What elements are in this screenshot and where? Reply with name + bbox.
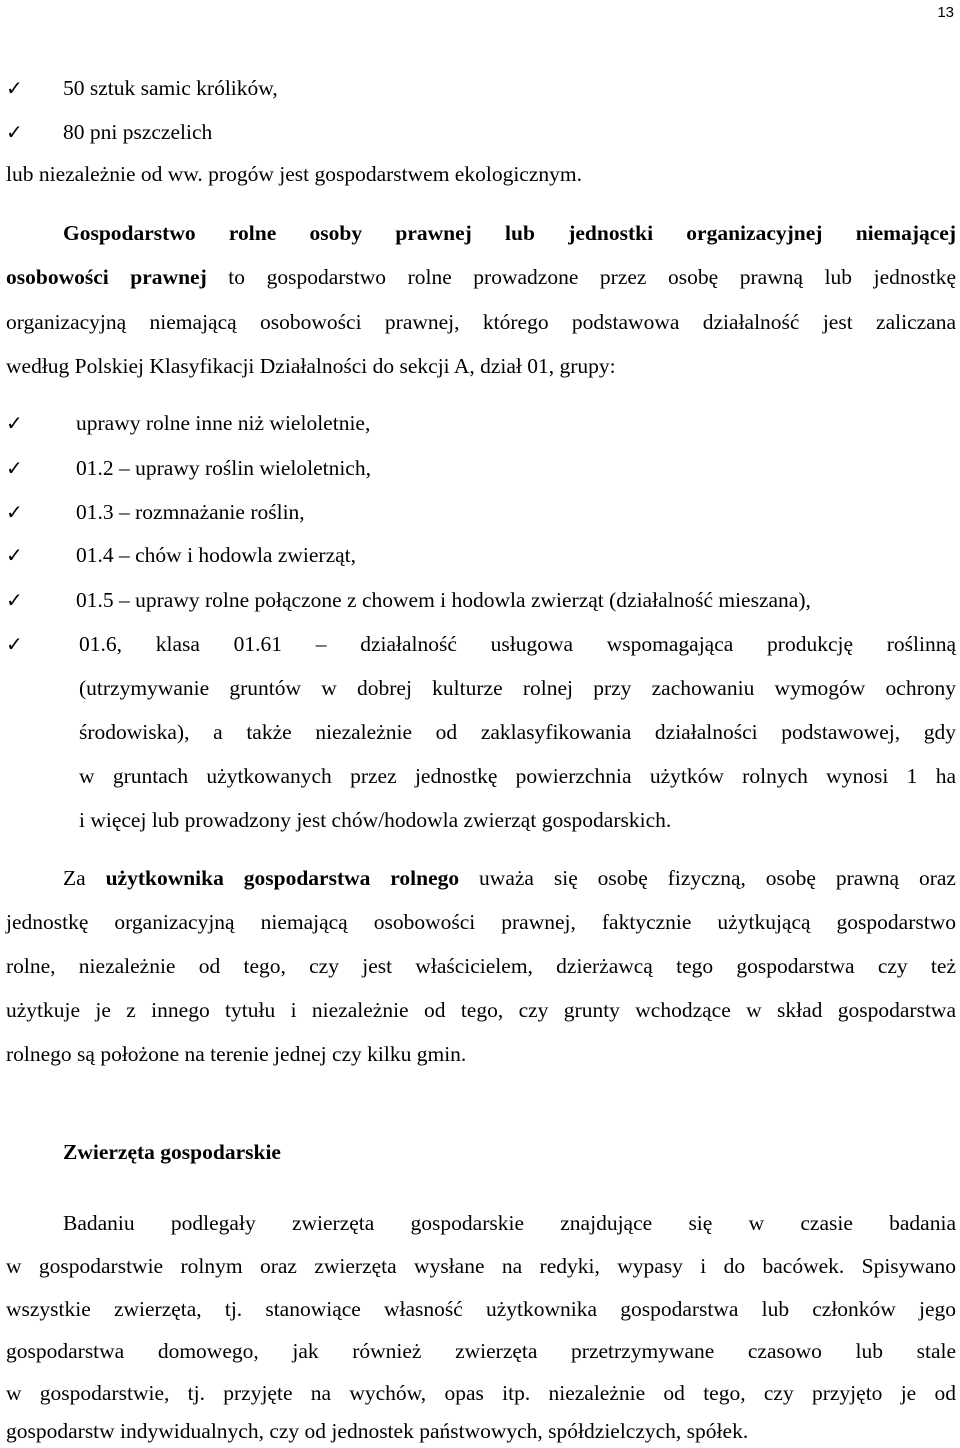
text-span: Za	[63, 866, 106, 890]
list-item-continuation: i więcej lub prowadzony jest chów/hodowla zwierząt gospodarskich.	[79, 808, 672, 832]
paragraph-line: Badaniu podlegały zwierzęta gospodarskie znajdujące się w czasie badania	[63, 1211, 956, 1235]
paragraph-line: lub niezależnie od ww. progów jest gospodarstwem ekologicznym.	[6, 162, 582, 186]
paragraph-line: gospodarstw indywidualnych, czy od jednostek państwowych, spółdzielczych, spółek.	[6, 1419, 749, 1443]
checkmark-icon: ✓	[6, 632, 23, 656]
paragraph-line	[6, 267, 956, 289]
list-item-continuation: środowiska), a także niezależnie od zaklasyfikowania działalności podstawowej, gdy	[79, 720, 956, 744]
paragraph-line: wszystkie zwierzęta, tj. stanowiące własność użytkownika gospodarstwa lub członków jego	[6, 1297, 956, 1321]
paragraph-line: użytkuje je z innego tytułu i niezależnie od tego, czy grunty wchodzące w skład gospodarstwa	[6, 998, 956, 1022]
list-item: 01.5 – uprawy rolne połączone z chowem i hodowla zwierząt (działalność mieszana),	[76, 588, 811, 612]
list-item: uprawy rolne inne niż wieloletnie,	[76, 411, 371, 435]
bold-term: użytkownika gospodarstwa rolnego	[105, 866, 460, 890]
checkmark-icon: ✓	[6, 456, 23, 480]
section-heading: Zwierzęta gospodarskie	[63, 1140, 281, 1164]
paragraph-line	[63, 868, 956, 890]
checkmark-icon: ✓	[6, 411, 23, 435]
list-item: 80 pni pszczelich	[63, 120, 213, 144]
paragraph-line: organizacyjną niemającą osobowości prawnej, którego podstawowa działalność jest zaliczana	[6, 310, 956, 334]
bold-term: osobowości prawnej	[6, 265, 207, 289]
checkmark-icon: ✓	[6, 120, 23, 144]
paragraph-line: rolne, niezależnie od tego, czy jest właścicielem, dzierżawcą tego gospodarstwa czy też	[6, 954, 956, 978]
paragraph-line: w gospodarstwie rolnym oraz zwierzęta wysłane na redyki, wypasy i do bacówek. Spisywano	[6, 1254, 956, 1278]
paragraph-line: według Polskiej Klasyfikacji Działalności do sekcji A, dział 01, grupy:	[6, 354, 616, 378]
paragraph-line: Gospodarstwo rolne osoby prawnej lub jednostki organizacyjnej niemającej	[63, 221, 956, 245]
checkmark-icon: ✓	[6, 76, 23, 100]
list-item: 01.3 – rozmnażanie roślin,	[76, 500, 305, 524]
list-item-continuation: (utrzymywanie gruntów w dobrej kulturze rolnej przy zachowaniu wymogów ochrony	[79, 676, 956, 700]
paragraph-line: gospodarstwa domowego, jak również zwierzęta przetrzymywane czasowo lub stale	[6, 1339, 956, 1363]
list-item: 01.2 – uprawy roślin wieloletnich,	[76, 456, 371, 480]
paragraph-line: w gospodarstwie, tj. przyjęte na wychów, opas itp. niezależnie od tego, czy przyjęto je od	[6, 1381, 956, 1405]
list-item: 01.6, klasa 01.61 – działalność usługowa wspomagająca produkcję roślinną	[79, 632, 956, 656]
page-number: 13	[937, 4, 954, 21]
list-item-continuation: w gruntach użytkowanych przez jednostkę powierzchnia użytków rolnych wynosi 1 ha	[79, 764, 956, 788]
text-span: uważa się osobę fizyczną, osobę prawną oraz	[459, 866, 956, 890]
list-item: 01.4 – chów i hodowla zwierząt,	[76, 543, 357, 567]
list-item: 50 sztuk samic królików,	[63, 76, 278, 100]
checkmark-icon: ✓	[6, 543, 23, 567]
checkmark-icon: ✓	[6, 500, 23, 524]
text-span: to gospodarstwo rolne prowadzone przez osobę prawną lub jednostkę	[206, 265, 956, 289]
paragraph-line: jednostkę organizacyjną niemającą osobowości prawnej, faktycznie użytkującą gospodarstwo	[6, 910, 956, 934]
paragraph-line: rolnego są położone na terenie jednej czy kilku gmin.	[6, 1042, 467, 1066]
checkmark-icon: ✓	[6, 588, 23, 612]
